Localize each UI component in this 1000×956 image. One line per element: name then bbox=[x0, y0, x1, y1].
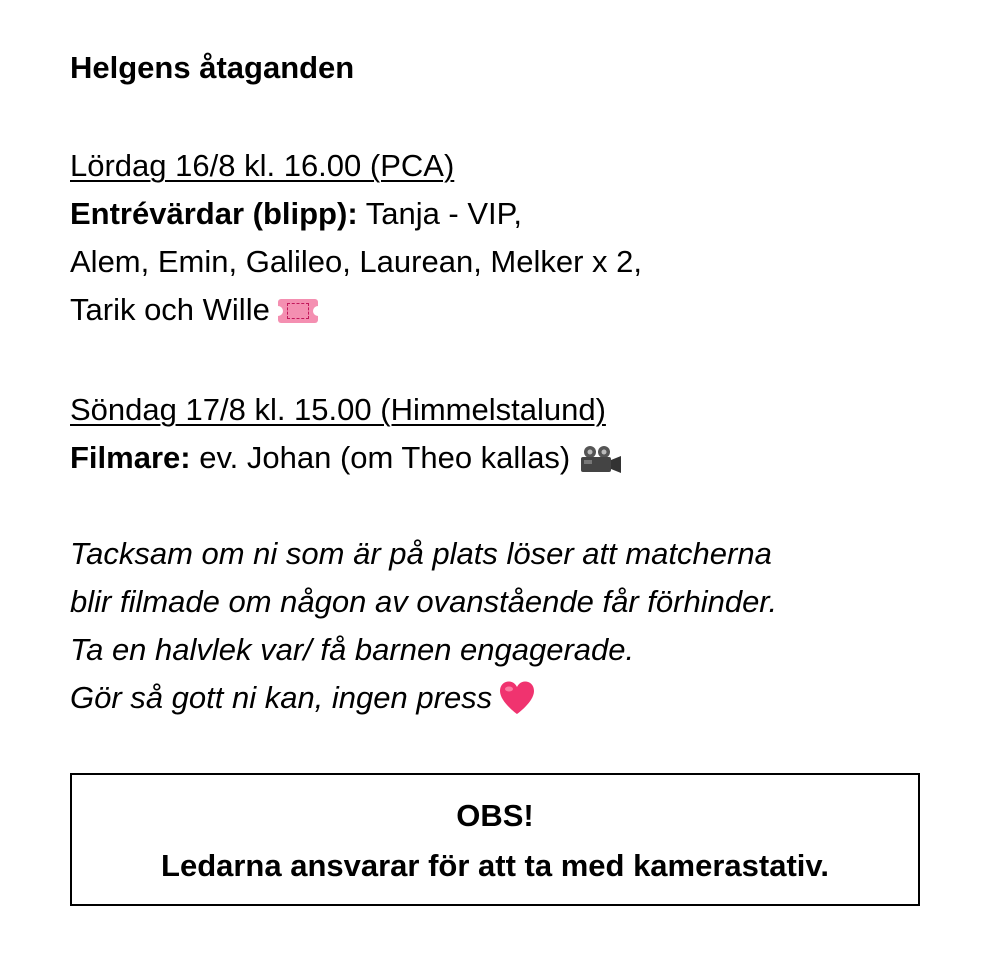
sunday-role-label: Filmare: bbox=[70, 440, 191, 475]
saturday-line2: Alem, Emin, Galileo, Laurean, Melker x 2, bbox=[70, 244, 643, 279]
note-line2: blir filmade om någon av ovanstående får förhinder. bbox=[70, 584, 778, 619]
saturday-role-label: Entrévärdar (blipp): bbox=[70, 196, 358, 231]
saturday-section bbox=[70, 142, 642, 334]
obs-box bbox=[70, 773, 920, 906]
saturday-line3-row bbox=[70, 286, 642, 334]
ticket-icon bbox=[278, 299, 318, 323]
note-line1: Tacksam om ni som är på plats löser att matcherna bbox=[70, 536, 772, 571]
heart-icon bbox=[498, 680, 536, 730]
sunday-section bbox=[70, 386, 622, 488]
sunday-line1: ev. Johan (om Theo kallas) bbox=[190, 440, 571, 475]
obs-text: Ledarna ansvarar för att ta med kamerastativ. bbox=[161, 848, 829, 883]
note-line4-row bbox=[70, 674, 777, 730]
note-line4: Gör så gott ni kan, ingen press bbox=[70, 680, 493, 715]
sunday-heading: Söndag 17/8 kl. 15.00 (Himmelstalund) bbox=[70, 392, 606, 427]
ticket-inner bbox=[287, 303, 309, 319]
saturday-role-line bbox=[70, 190, 642, 238]
document-title: Helgens åtaganden bbox=[70, 50, 355, 85]
saturday-heading: Lördag 16/8 kl. 16.00 (PCA) bbox=[70, 148, 455, 183]
obs-heading: OBS! bbox=[456, 798, 534, 833]
sunday-role-line bbox=[70, 434, 622, 488]
saturday-line3: Tarik och Wille bbox=[70, 292, 270, 327]
note-block bbox=[70, 530, 777, 730]
note-line3: Ta en halvlek var/ få barnen engagerade. bbox=[70, 632, 635, 667]
saturday-line1: Tanja - VIP, bbox=[357, 196, 522, 231]
movie-camera-icon bbox=[578, 440, 622, 488]
